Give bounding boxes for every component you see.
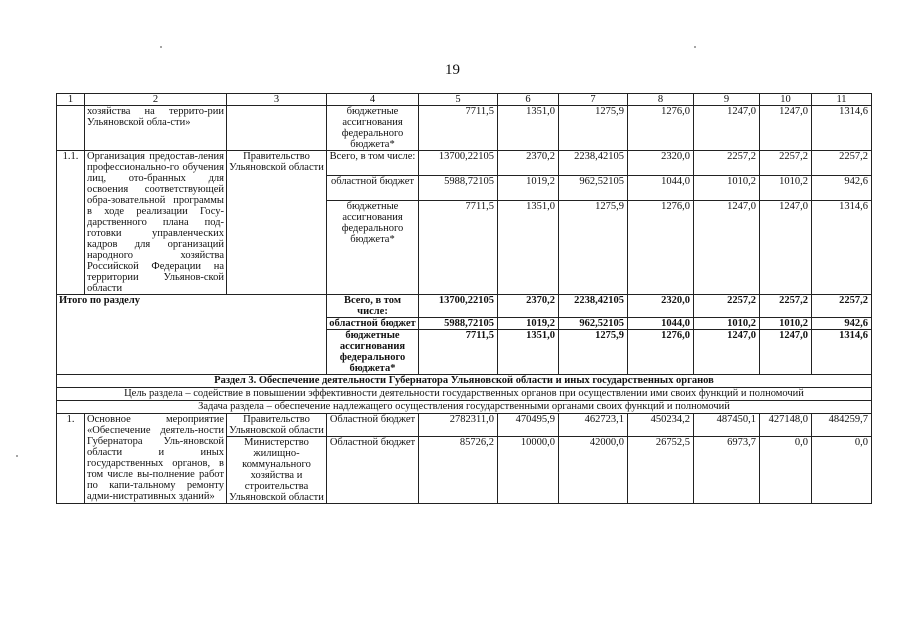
value-cell: 2782311,0	[419, 414, 498, 437]
column-number: 4	[327, 94, 419, 106]
value-cell: 1314,6	[812, 201, 872, 295]
value-cell: 42000,0	[559, 437, 628, 504]
value-cell: 1247,0	[760, 106, 812, 151]
section-task-row	[57, 401, 872, 414]
value-cell: 1044,0	[628, 318, 694, 330]
value-cell: 2257,2	[694, 295, 760, 318]
value-cell: 1247,0	[694, 106, 760, 151]
value-cell: 1247,0	[760, 201, 812, 295]
value-cell: 6973,7	[694, 437, 760, 504]
value-cell: 2238,42105	[559, 151, 628, 176]
column-number: 3	[227, 94, 327, 106]
scan-speck	[160, 46, 162, 48]
table-row	[57, 414, 872, 437]
value-cell: 962,52105	[559, 318, 628, 330]
value-cell: 10000,0	[498, 437, 559, 504]
section-total-row	[57, 295, 872, 318]
value-cell: 2370,2	[498, 151, 559, 176]
value-cell: 450234,2	[628, 414, 694, 437]
funding-source: бюджетные ассигнования федерального бюджета*	[327, 106, 419, 151]
value-cell: 5988,72105	[419, 318, 498, 330]
funding-source: бюджетные ассигнования федерального бюджета*	[327, 330, 419, 375]
value-cell: 470495,9	[498, 414, 559, 437]
column-number: 6	[498, 94, 559, 106]
section-total-label: Итого по разделу	[57, 295, 327, 375]
column-number: 2	[85, 94, 227, 106]
section-goal: Цель раздела – содействие в повышении эффективности деятельности государственных органов при осуществлении ими своих функций и полномочий	[57, 388, 872, 401]
value-cell: 1351,0	[498, 330, 559, 375]
funding-source: бюджетные ассигнования федерального бюджета*	[327, 201, 419, 295]
value-cell: 1351,0	[498, 106, 559, 151]
value-cell: 1276,0	[628, 330, 694, 375]
value-cell: 427148,0	[760, 414, 812, 437]
funding-source: Всего, в том числе:	[327, 295, 419, 318]
budget-table	[56, 93, 872, 504]
value-cell: 13700,22105	[419, 151, 498, 176]
value-cell: 1247,0	[760, 330, 812, 375]
value-cell: 1275,9	[559, 201, 628, 295]
value-cell: 13700,22105	[419, 295, 498, 318]
column-number: 1	[57, 94, 85, 106]
executor: Правительство Ульяновской области	[227, 414, 327, 437]
funding-source: Областной бюджет	[327, 414, 419, 437]
value-cell: 1010,2	[694, 318, 760, 330]
measure-description: Организация предостав-ления профессионально-го обучения лиц, ото-бранных для освоения соответствующей обра-зовательной программы в ходе реализации Госу-дарственного плана под-готовки управленческих кадров для организаций народного хозяйства Российской Федерации на территории Ульянов-ской области	[85, 151, 227, 295]
value-cell: 85726,2	[419, 437, 498, 504]
section-task: Задача раздела – обеспечение надлежащего осуществления государственными органами своих функций и полномочий	[57, 401, 872, 414]
value-cell: 2320,0	[628, 295, 694, 318]
row-number: 1.1.	[57, 151, 85, 295]
value-cell: 1276,0	[628, 106, 694, 151]
scan-speck	[694, 46, 696, 48]
value-cell: 2370,2	[498, 295, 559, 318]
column-number: 11	[812, 94, 872, 106]
value-cell: 1276,0	[628, 201, 694, 295]
section-title: Раздел 3. Обеспечение деятельности Губернатора Ульяновской области и иных государственных органов	[57, 375, 872, 388]
table-row	[57, 151, 872, 176]
value-cell: 942,6	[812, 318, 872, 330]
page-number: 19	[445, 62, 460, 78]
column-number: 5	[419, 94, 498, 106]
value-cell: 1010,2	[760, 176, 812, 201]
column-number: 8	[628, 94, 694, 106]
value-cell: 1019,2	[498, 318, 559, 330]
value-cell: 1314,6	[812, 330, 872, 375]
executor: Министерство жилищно-коммунального хозяйства и строительства Ульяновской области	[227, 437, 327, 504]
funding-source: Областной бюджет	[327, 437, 419, 504]
value-cell: 7711,5	[419, 330, 498, 375]
value-cell: 1275,9	[559, 106, 628, 151]
value-cell: 1247,0	[694, 330, 760, 375]
value-cell: 1351,0	[498, 201, 559, 295]
value-cell: 1275,9	[559, 330, 628, 375]
scan-speck	[16, 455, 18, 457]
value-cell: 2320,0	[628, 151, 694, 176]
value-cell: 1044,0	[628, 176, 694, 201]
column-number-row	[57, 94, 872, 106]
value-cell: 5988,72105	[419, 176, 498, 201]
value-cell: 0,0	[760, 437, 812, 504]
measure-description: хозяйства на террито-рии Ульяновской обла-сти»	[85, 106, 227, 151]
value-cell: 2257,2	[694, 151, 760, 176]
funding-source: областной бюджет	[327, 318, 419, 330]
value-cell: 2257,2	[760, 295, 812, 318]
value-cell: 7711,5	[419, 106, 498, 151]
value-cell: 2238,42105	[559, 295, 628, 318]
value-cell: 1247,0	[694, 201, 760, 295]
value-cell: 962,52105	[559, 176, 628, 201]
row-number: 1.	[57, 414, 85, 504]
executor: Правительство Ульяновской области	[227, 151, 327, 295]
funding-source: областной бюджет	[327, 176, 419, 201]
value-cell: 1010,2	[694, 176, 760, 201]
measure-description: Основное мероприятие «Обеспечение деятель-ности Губернатора Уль-яновской области и иных государственных органов, в том числе вы-полнение работ по капи-тальному ремонту адми-нистративных зданий»	[85, 414, 227, 504]
value-cell: 0,0	[812, 437, 872, 504]
value-cell: 487450,1	[694, 414, 760, 437]
value-cell: 7711,5	[419, 201, 498, 295]
funding-source: Всего, в том числе:	[327, 151, 419, 176]
value-cell: 1314,6	[812, 106, 872, 151]
column-number: 7	[559, 94, 628, 106]
section-goal-row	[57, 388, 872, 401]
value-cell: 942,6	[812, 176, 872, 201]
value-cell: 484259,7	[812, 414, 872, 437]
value-cell: 2257,2	[812, 151, 872, 176]
value-cell: 1019,2	[498, 176, 559, 201]
column-number: 9	[694, 94, 760, 106]
value-cell: 1010,2	[760, 318, 812, 330]
column-number: 10	[760, 94, 812, 106]
value-cell: 2257,2	[760, 151, 812, 176]
value-cell: 462723,1	[559, 414, 628, 437]
value-cell: 2257,2	[812, 295, 872, 318]
value-cell: 26752,5	[628, 437, 694, 504]
table-row	[57, 106, 872, 151]
section-title-row	[57, 375, 872, 388]
